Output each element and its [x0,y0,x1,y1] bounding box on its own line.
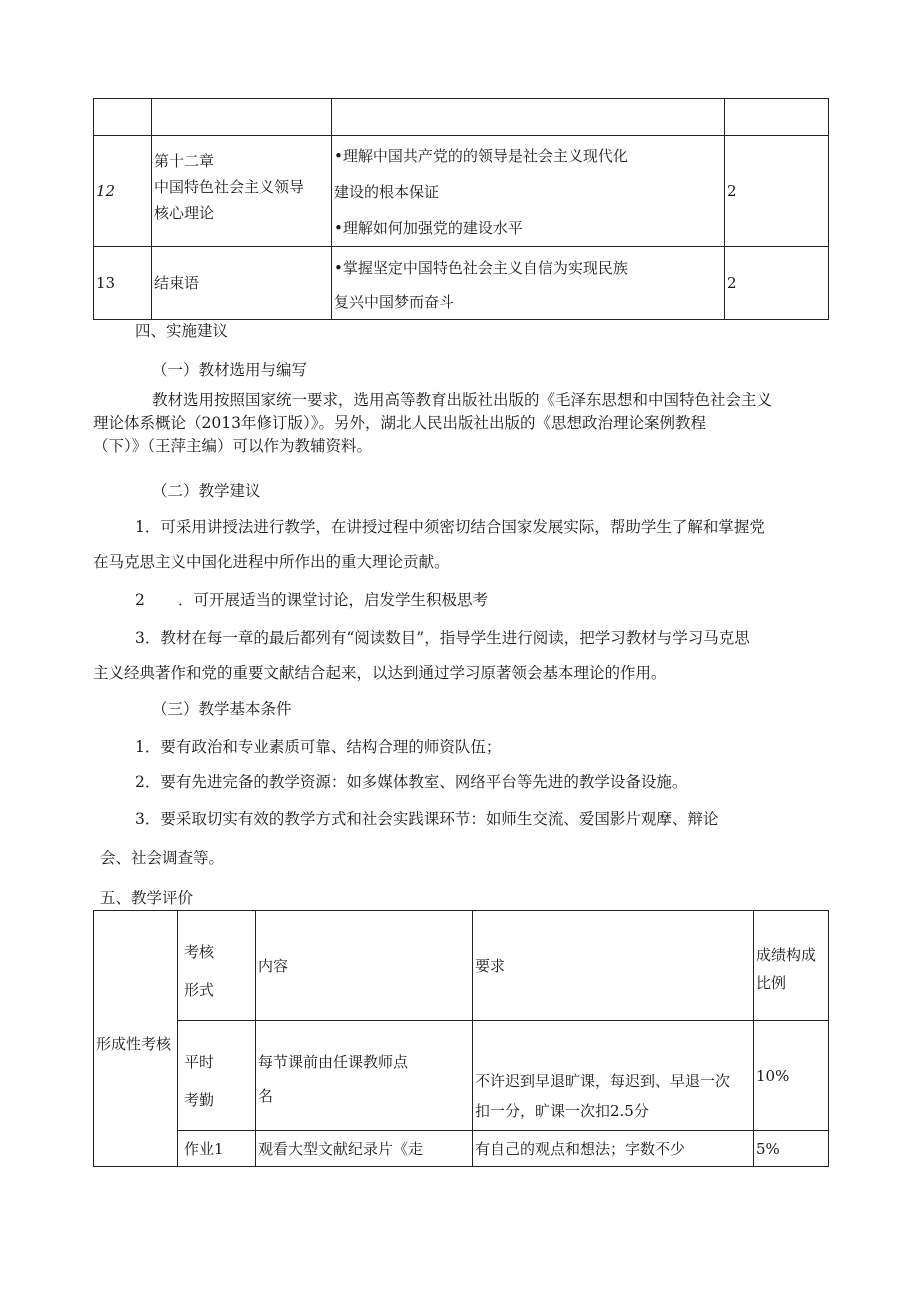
paragraph [93,660,667,686]
evaluation-table [93,910,829,1167]
paragraph-line: 主义经典著作和党的重要文献结合起来，以达到通过学习原著领会基本理论的作用。 [93,664,667,682]
header-form-line: 考核 [184,943,215,961]
hours-value: 2 [727,182,737,200]
chapter-cell [152,247,332,320]
header-form-cell [178,911,256,1021]
paragraph [152,389,772,412]
goal-line: 复兴中国梦而奋斗 [334,293,455,311]
hours-value: 2 [727,274,737,292]
empty-cell [94,99,152,136]
goal-line: •理解中国共产党的的领导是社会主义现代化 [334,147,628,165]
content-cell [256,1021,473,1131]
section-heading: 四、实施建议 [135,322,229,340]
ratio-cell [754,1021,829,1131]
list-item: 2．要有先进完备的教学资源：如多媒体教室、网络平台等先进的教学设备设施。 [135,773,688,791]
paragraph [135,625,750,651]
chapter-line: 结束语 [154,274,200,292]
form-cell [178,1021,256,1131]
requirement-cell [473,1131,754,1167]
form-line: 作业1 [184,1140,224,1158]
category-cell [94,911,178,1167]
row-number-cell [94,247,152,320]
table-header-row [94,911,829,1021]
chapter-cell [152,136,332,247]
paragraph [93,412,706,458]
header-requirement: 要求 [475,956,506,975]
form-line: 平时 [184,1053,215,1071]
row-number-cell [94,136,152,247]
requirement-cell [473,1021,754,1131]
content-line: 名 [258,1087,274,1105]
header-ratio-line: 比例 [756,974,787,992]
category-label: 形成性考核 [96,1035,172,1053]
subsection-heading: （一）教材选用与编写 [152,361,308,379]
hours-cell [725,136,829,247]
header-requirement-cell [473,911,754,1021]
subsection-heading: （二）教学建议 [152,482,261,500]
paragraph-line: 1．可采用讲授法进行教学，在讲授过程中须密切结合国家发展实际，帮助学生了解和掌握党 [135,518,765,536]
paragraph-line: 3．教材在每一章的最后都列有“阅读数目”，指导学生进行阅读，把学习教材与学习马克思 [135,629,750,647]
goal-cell [332,136,725,247]
goal-cell [332,247,725,320]
empty-cell [725,99,829,136]
content-cell [256,1131,473,1167]
paragraph [93,549,450,575]
paragraph [135,514,765,540]
content-line: 观看大型文献纪录片《走 [258,1140,424,1158]
list-item-number: 2 [135,591,145,609]
header-content: 内容 [258,956,289,975]
header-content-cell [256,911,473,1021]
chapter-line: 中国特色社会主义领导 [154,178,305,196]
table-row [94,136,829,247]
paragraph-line: （下）》（王萍主编）可以作为教辅资料。 [93,437,373,455]
empty-cell [152,99,332,136]
paragraph-line: 理论体系概论（2013年修订版）》。另外，湖北人民出版社出版的《思想政治理论案例教程 [93,414,706,432]
requirement-line: 有自己的观点和想法；字数不少 [475,1140,686,1158]
empty-cell [332,99,725,136]
header-ratio-cell [754,911,829,1021]
chapter-line: 第十二章 [154,152,215,170]
content-line: 每节课前由任课教师点 [258,1053,409,1071]
row-number: 13 [96,274,116,292]
requirement-line: 不许迟到早退旷课，每迟到、早退一次 [475,1072,731,1090]
list-item: 1．要有政治和专业素质可靠、结构合理的师资队伍； [135,738,502,756]
requirement-line: 扣一分，旷课一次扣2.5分 [475,1102,649,1120]
goal-line: •掌握坚定中国特色社会主义自信为实现民族 [334,259,628,277]
paragraph-line: 在马克思主义中国化进程中所作出的重大理论贡献。 [93,553,450,571]
table-row [94,1131,829,1167]
paragraph-line: 教材选用按照国家统一要求，选用高等教育出版社出版的《毛泽东思想和中国特色社会主义 [152,391,773,409]
list-item-text: ．可开展适当的课堂讨论，启发学生积极思考 [178,591,489,609]
table-row [94,1021,829,1131]
goal-line: •理解如何加强党的建设水平 [334,219,523,237]
form-cell [178,1131,256,1167]
header-form-line: 形式 [184,981,215,999]
schedule-table [93,98,829,320]
ratio-value: 10% [756,1066,790,1085]
list-item: 会、社会调查等。 [100,849,225,867]
table-row [94,247,829,320]
form-line: 考勤 [184,1091,215,1109]
row-number: 12 [96,182,116,200]
ratio-cell [754,1131,829,1167]
subsection-heading: （三）教学基本条件 [152,700,292,718]
goal-line: 建设的根本保证 [334,183,440,201]
header-ratio-line: 成绩构成 [756,946,817,964]
chapter-line: 核心理论 [154,204,215,222]
hours-cell [725,247,829,320]
section-heading: 五、教学评价 [100,889,194,907]
table-row [94,99,829,136]
list-item: 3．要采取切实有效的教学方式和社会实践课环节：如师生交流、爱国影片观摩、辩论 [135,810,719,828]
ratio-value: 5% [756,1140,780,1158]
